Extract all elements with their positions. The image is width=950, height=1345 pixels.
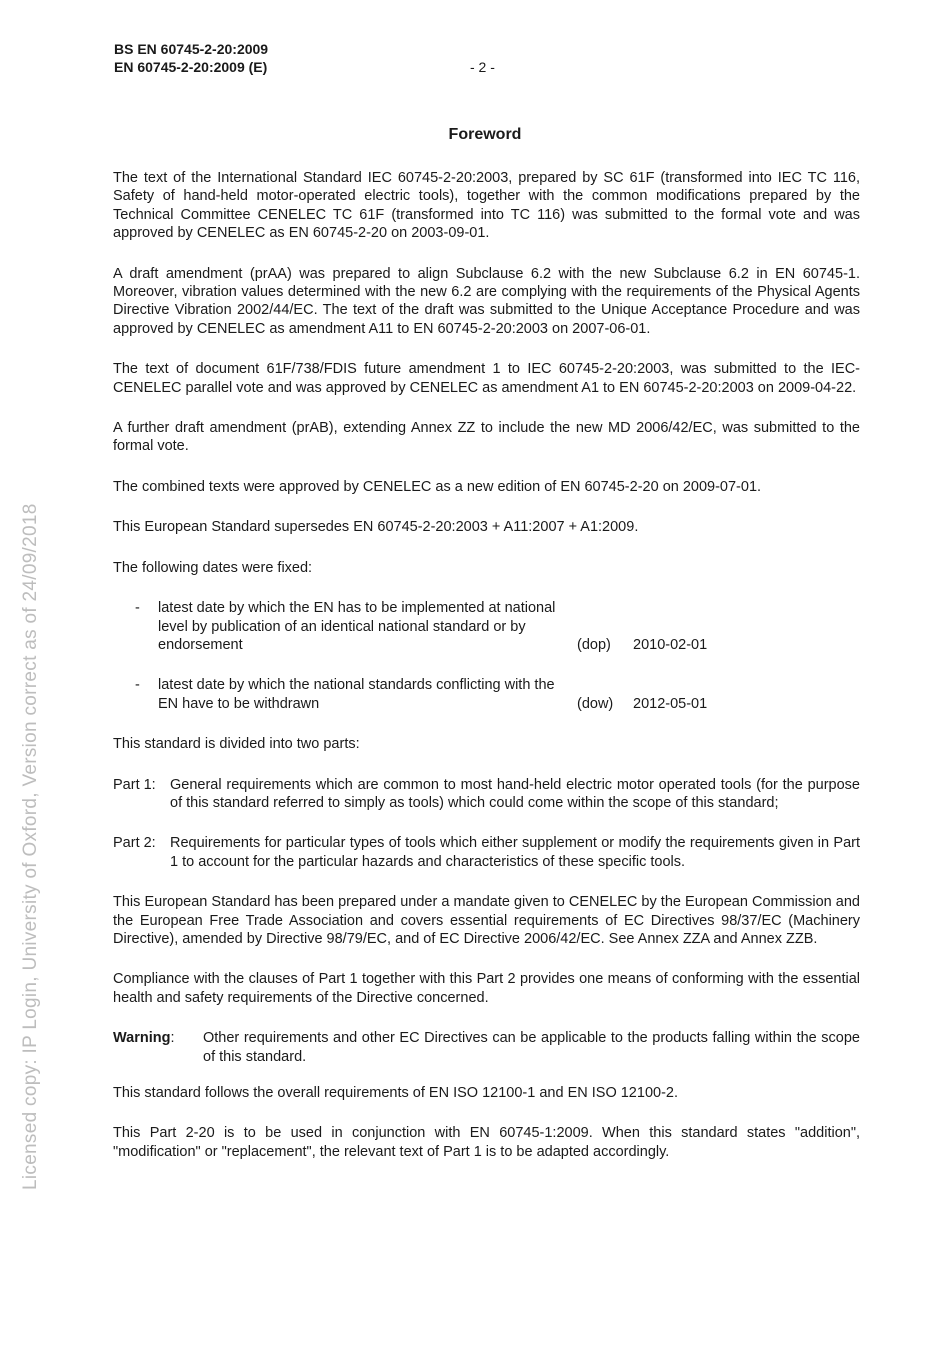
date-description: latest date by which the national standards conflicting with the EN have to be withdrawn xyxy=(158,677,555,712)
foreword-body xyxy=(113,169,860,1183)
header-standard-en: EN 60745-2-20:2009 (E) xyxy=(114,59,268,75)
paragraph: This Part 2-20 is to be used in conjunction with EN 60745-1:2009. When this standard states "addition", "modification" or "replacement", the relevant text of Part 1 is to be adapted accordingly. xyxy=(113,1125,860,1160)
list-dash: - xyxy=(135,677,140,694)
warning-note xyxy=(113,1029,860,1066)
part-row xyxy=(113,776,860,813)
paragraph: A further draft amendment (prAB), extending Annex ZZ to include the new MD 2006/42/EC, was submitted to the formal vote. xyxy=(113,420,860,455)
paragraph: The combined texts were approved by CENELEC as a new edition of EN 60745-2-20 on 2009-07-01. xyxy=(113,478,762,495)
warning-text: Other requirements and other EC Directives can be applicable to the products falling within the scope of this standard. xyxy=(203,1030,860,1065)
page-title: Foreword xyxy=(448,126,522,143)
page-number: - 2 - xyxy=(470,59,495,75)
part-label: Part 2: xyxy=(113,835,156,852)
warning-colon: : xyxy=(170,1030,175,1047)
part-text: Requirements for particular types of tools which either supplement or modify the requirements given in Part 1 to account for the particular hazards and characteristics of these specific tools. xyxy=(170,835,860,870)
part-row xyxy=(113,834,860,871)
list-dash: - xyxy=(135,600,140,617)
paragraph: A draft amendment (prAA) was prepared to align Subclause 6.2 with the new Subclause 6.2 in EN 60745-1. Moreover, vibration values determined with the new 6.2 are complying with the requirements of the Physical Agents Directive Vibration 2002/44/EC. The text of the draft was submitted to the Unique Acceptance Procedure and was approved by CENELEC as amendment A11 to EN 60745-2-20:2003 on 2007-06-01. xyxy=(113,265,860,337)
date-value: 2010-02-01 xyxy=(633,636,708,653)
date-row-dow xyxy=(113,676,860,713)
paragraph: This European Standard has been prepared under a mandate given to CENELEC by the European Commission and the European Free Trade Association and covers essential requirements of EC Directives 98/37/EC (Machinery Directive), amended by Directive 98/79/EC, and of EC Directive 2006/42/EC. See Annex ZZA and Annex ZZB. xyxy=(113,894,860,947)
header-standard-bs: BS EN 60745-2-20:2009 xyxy=(114,41,269,57)
paragraph: The text of the International Standard IEC 60745-2-20:2003, prepared by SC 61F (transformed into IEC TC 116, Safety of hand-held motor-operated electric tools), together with the common modifications prepared by the Technical Committee CENELEC TC 61F (transformed into TC 116) was submitted to the formal vote and was approved by CENELEC as EN 60745-2-20 on 2003-09-01. xyxy=(113,170,860,242)
paragraph: Compliance with the clauses of Part 1 together with this Part 2 provides one means of conforming with the essential health and safety requirements of the Directive concerned. xyxy=(113,971,860,1006)
date-code: (dop) xyxy=(577,636,611,653)
warning-label-wrap xyxy=(113,1029,203,1066)
date-value: 2012-05-01 xyxy=(633,695,708,712)
date-description: latest date by which the EN has to be implemented at national level by publication of an identical national standard or by endorsement xyxy=(158,600,556,653)
paragraph: This standard is divided into two parts: xyxy=(113,736,360,753)
warning-label: Warning xyxy=(113,1030,171,1047)
part-label: Part 1: xyxy=(113,776,156,793)
date-row-dop xyxy=(113,599,860,654)
paragraph: This European Standard supersedes EN 60745-2-20:2003 + A11:2007 + A1:2009. xyxy=(113,519,639,536)
part-text: General requirements which are common to most hand-held electric motor operated tools (for the purpose of this standard referred to simply as tools) which could come within the scope of this standard; xyxy=(170,776,860,811)
paragraph: The following dates were fixed: xyxy=(113,559,313,576)
date-code: (dow) xyxy=(577,695,614,712)
paragraph: The text of document 61F/738/FDIS future amendment 1 to IEC 60745-2-20:2003, was submitted to the IEC-CENELEC parallel vote and was approved by CENELEC as amendment A1 to EN 60745-2-20:2003 on 2009-04-22. xyxy=(113,361,860,396)
paragraph: This standard follows the overall requirements of EN ISO 12100-1 and EN ISO 12100-2. xyxy=(113,1085,678,1101)
license-watermark: Licensed copy: IP Login, University of Oxford, Version correct as of 24/09/2018 xyxy=(20,503,41,1190)
